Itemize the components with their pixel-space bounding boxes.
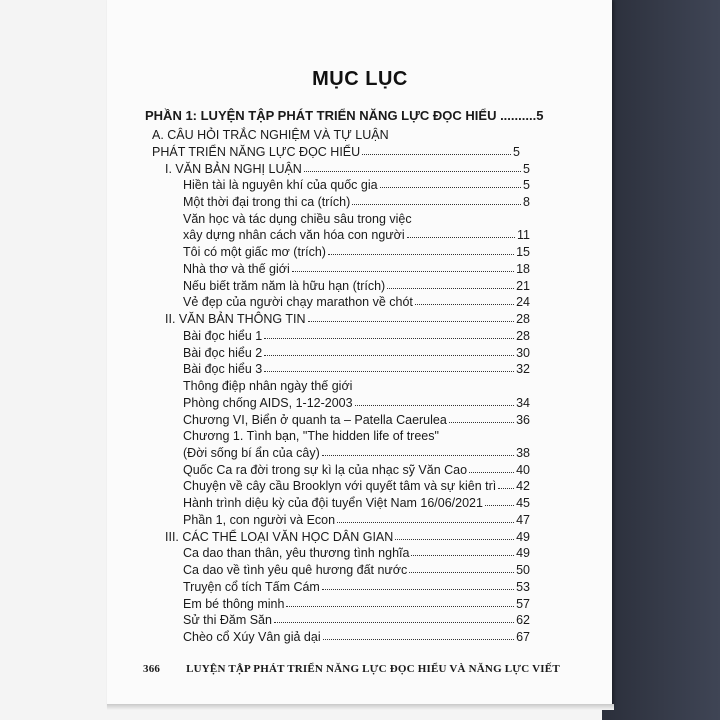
toc-entry [183,258,530,276]
footer-running-title: LUYỆN TẬP PHÁT TRIỂN NĂNG LỰC ĐỌC HIỂU VÀ NĂNG LỰC VIẾT [186,663,560,675]
toc-section-1 [165,158,530,176]
toc-entry-title: Thông điệp nhân ngày thế giới [183,379,353,393]
toc-entry-title: Chương VI, Biển ở quanh ta – Patella Caerulea [183,412,447,427]
toc-entry-page: 28 [516,312,530,327]
toc-entry-title: Bài đọc hiểu 3 [183,362,263,377]
toc-entry-page: 34 [516,395,530,410]
toc-entry-title: Hiền tài là nguyên khí của quốc gia [183,178,378,193]
toc-part-1 [145,105,544,123]
toc-entry-page: 57 [516,596,530,611]
toc-entry-title: (Đời sống bí ẩn của cây) [183,445,320,460]
toc-entry [183,174,530,192]
toc-entry-page: 21 [516,278,530,293]
toc-entry-page: 40 [516,462,530,477]
toc-entry-title: Chèo cổ Xúy Vân giả dại [183,630,321,644]
toc-entry-page: 15 [516,245,530,260]
toc-entry-title: Một thời đại trong thi ca (trích) [183,194,351,209]
toc-entry [183,626,530,644]
toc-entry-title: I. VĂN BẢN NGHỊ LUẬN [165,161,302,176]
toc-entry-page: 8 [523,194,530,209]
toc-entry-title: PHÁT TRIỂN NĂNG LỰC ĐỌC HIỂU [152,144,361,159]
toc-entry [183,542,530,560]
toc-entry-page: 5 [523,178,530,193]
toc-entry-title: A. CÂU HỎI TRẮC NGHIỆM VÀ TỰ LUẬN [152,128,389,142]
toc-entry [183,492,530,510]
toc-entry-title: Tôi có một giấc mơ (trích) [183,245,326,260]
toc-entry-line1 [183,425,530,443]
toc-section-3 [165,526,530,544]
toc-entry-title: xây dựng nhân cách văn hóa con người [183,228,405,243]
toc-entry-title: Bài đọc hiểu 1 [183,328,263,343]
toc-entry-page: 36 [516,412,530,427]
toc-entry-title: Chuyện về cây cầu Brooklyn với quyết tâm và sự kiên trì [183,479,497,494]
toc-entry-page: 28 [516,328,530,343]
toc-entry-title: III. CÁC THỂ LOẠI VĂN HỌC DÂN GIAN [165,529,394,544]
toc-entry [183,442,530,460]
toc-entry [183,224,530,242]
toc-entry-line1 [183,375,530,393]
toc-entry-page: 49 [516,546,530,561]
toc-entry-title: Sử thi Đăm Săn [183,613,272,628]
toc-entry-page: 42 [516,479,530,494]
toc-entry [183,191,530,209]
toc-entry-page: 45 [516,496,530,511]
toc-entry-page: 53 [516,579,530,594]
toc-entry-page: 5 [513,144,520,159]
toc-entry-title: PHẦN 1: LUYỆN TẬP PHÁT TRIỂN NĂNG LỰC ĐỌC HIỂU .......... [145,108,537,123]
toc-entry [183,576,530,594]
toc-entry [183,358,530,376]
toc-entry-title: Ca dao về tình yêu quê hương đất nước [183,563,408,578]
toc-entry-page: 38 [516,445,530,460]
page-footer [143,663,560,675]
toc-entry-title: Hành trình diệu kỳ của đội tuyển Việt Nam 16/06/2021 [183,496,483,511]
footer-page-number: 366 [143,663,161,675]
toc-entry [183,325,530,343]
toc-entry [183,392,530,410]
toc-section-2 [165,308,530,326]
page-title: MỤC LỤC [312,68,408,90]
toc-entry-title: Ca dao than thân, yêu thương tình nghĩa [183,546,410,561]
toc-entry-page: 50 [516,563,530,578]
toc-entry-page: 30 [516,345,530,360]
toc-entry [183,342,530,360]
toc-entry-page: 11 [517,228,530,243]
toc-entry-title: Phần 1, con người và Econ [183,512,336,527]
toc-entry-title: Vẻ đẹp của người chạy marathon về chót [183,295,413,310]
toc-entry-title: Phòng chống AIDS, 1-12-2003 [183,395,353,410]
toc-entry-page: 47 [516,512,530,527]
toc-entry-line1 [183,208,530,226]
toc-entry-title: Quốc Ca ra đời trong sự kì lạ của nhạc sỹ Văn Cao [183,462,468,477]
toc-entry-title: Văn học và tác dụng chiều sâu trong việc [183,211,412,226]
toc-entry [183,509,530,527]
toc-entry [183,275,530,293]
toc-entry-page: 32 [516,362,530,377]
toc-entry-page: 24 [516,295,530,310]
toc-section-a-line1 [152,124,512,142]
toc-entry-page: 18 [516,261,530,276]
toc-entry-title: Em bé thông minh [183,596,285,611]
toc-entry-page: 49 [516,529,530,544]
toc-entry [183,409,530,427]
toc-entry-title: Nếu biết trăm năm là hữu hạn (trích) [183,278,386,293]
toc-entry-page: 5 [536,108,544,123]
toc-entry [183,241,530,259]
toc-entry-title: Chương 1. Tình bạn, "The hidden life of trees" [183,429,439,444]
toc-entry-title: Truyện cổ tích Tấm Cám [183,579,320,594]
toc-entry-title: Nhà thơ và thế giới [183,261,290,276]
toc-entry-title: Bài đọc hiểu 2 [183,345,263,360]
toc-entry-page: 67 [516,630,530,644]
toc-section-a [152,141,520,159]
toc-entry [183,459,530,477]
toc-entry [183,593,530,611]
toc-entry-title: II. VĂN BẢN THÔNG TIN [165,312,306,327]
toc-entry [183,291,530,309]
toc-entry [183,475,530,493]
toc-entry [183,559,530,577]
toc-entry-page: 62 [516,613,530,628]
toc-entry [183,609,530,627]
toc-entry-page: 5 [523,161,530,176]
